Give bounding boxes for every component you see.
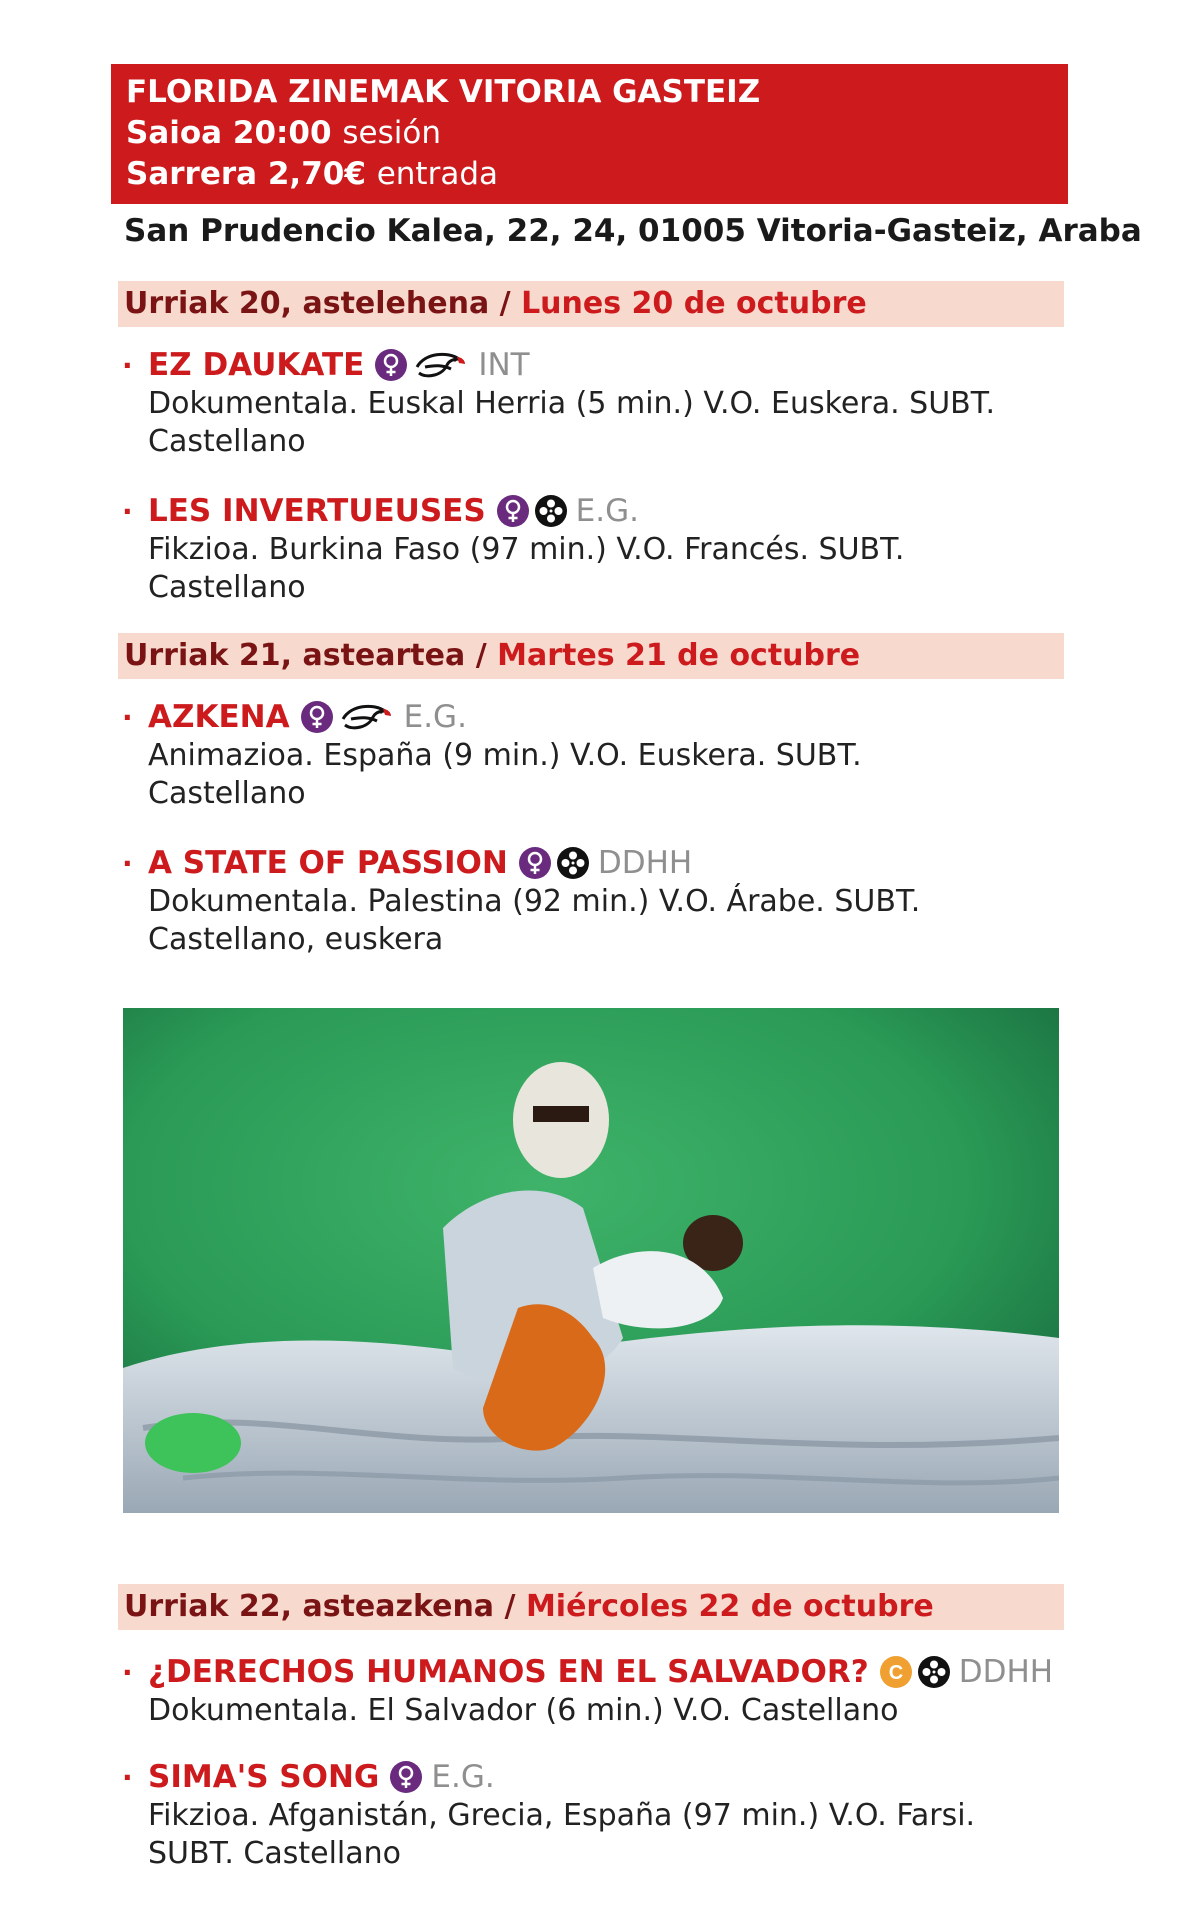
film-description-cont: SUBT. Castellano	[148, 1836, 402, 1871]
venue-header	[111, 64, 1068, 204]
female-icon	[519, 847, 551, 879]
entry-word: entrada	[376, 156, 498, 192]
day-label-eu: Urriak 20, astelehena	[124, 286, 490, 321]
session-word: sesión	[342, 115, 441, 151]
female-icon	[497, 495, 529, 527]
day-label-es: Martes 21 de octubre	[497, 638, 861, 673]
film-still-photo	[123, 1008, 1059, 1513]
day-label-es: Miércoles 22 de octubre	[525, 1589, 934, 1624]
film-description: Animazioa. España (9 min.) V.O. Euskera. SUBT.	[148, 738, 862, 773]
venue-title: FLORIDA ZINEMAK VITORIA GASTEIZ	[126, 74, 761, 110]
bullet: ·	[122, 348, 133, 382]
film-category: DDHH	[597, 845, 693, 881]
film-description-cont: Castellano	[148, 424, 306, 459]
entry-price	[126, 154, 1068, 195]
venue-address: San Prudencio Kalea, 22, 24, 01005 Vitoria-Gasteiz, Araba	[124, 213, 1142, 249]
day-separator: /	[504, 1589, 516, 1624]
day-header	[118, 633, 1064, 679]
entry-label: Sarrera 2,70€	[126, 156, 366, 192]
film-title[interactable]: ¿DERECHOS HUMANOS EN EL SALVADOR?	[148, 1654, 869, 1690]
film-entry[interactable]	[122, 491, 1062, 607]
film-category: E.G.	[575, 493, 639, 529]
day-separator: /	[499, 286, 511, 321]
film-reel-icon	[535, 495, 567, 527]
film-title[interactable]: SIMA'S SONG	[148, 1759, 380, 1795]
film-entry[interactable]	[122, 1652, 1062, 1730]
svg-text:C: C	[888, 1662, 903, 1684]
film-category: E.G.	[431, 1759, 495, 1795]
session-label: Saioa 20:00	[126, 115, 332, 151]
session-time	[126, 113, 1068, 154]
bullet: ·	[122, 846, 133, 880]
female-icon	[301, 701, 333, 733]
film-reel-icon	[918, 1656, 950, 1688]
film-title[interactable]: AZKENA	[148, 699, 290, 735]
female-icon	[390, 1761, 422, 1793]
day-separator: /	[475, 638, 487, 673]
film-description-cont: Castellano, euskera	[148, 922, 444, 957]
film-description-cont: Castellano	[148, 776, 306, 811]
bullet: ·	[122, 1655, 133, 1689]
bird-icon	[339, 701, 395, 733]
film-entry[interactable]	[122, 1757, 1062, 1873]
film-category: INT	[478, 347, 530, 383]
bullet: ·	[122, 1760, 133, 1794]
day-header	[118, 281, 1064, 327]
film-reel-icon	[557, 847, 589, 879]
film-description: Fikzioa. Burkina Faso (97 min.) V.O. Francés. SUBT.	[148, 532, 905, 567]
day-label-es: Lunes 20 de octubre	[521, 286, 867, 321]
day-header	[118, 1584, 1064, 1630]
film-description-cont: Castellano	[148, 570, 306, 605]
film-description: Dokumentala. Euskal Herria (5 min.) V.O. Euskera. SUBT.	[148, 386, 996, 421]
film-category: DDHH	[958, 1654, 1054, 1690]
film-category: E.G.	[403, 699, 467, 735]
c-badge-icon	[880, 1656, 912, 1688]
bird-icon	[413, 349, 469, 381]
film-entry[interactable]	[122, 843, 1062, 959]
film-description: Fikzioa. Afganistán, Grecia, España (97 min.) V.O. Farsi.	[148, 1798, 976, 1833]
film-title[interactable]: A STATE OF PASSION	[148, 845, 508, 881]
film-title[interactable]: LES INVERTUEUSES	[148, 493, 486, 529]
film-description: Dokumentala. El Salvador (6 min.) V.O. Castellano	[148, 1693, 899, 1728]
film-description: Dokumentala. Palestina (92 min.) V.O. Árabe. SUBT.	[148, 884, 921, 919]
female-icon	[375, 349, 407, 381]
film-entry[interactable]	[122, 697, 1062, 813]
film-entry[interactable]	[122, 345, 1062, 461]
bullet: ·	[122, 494, 133, 528]
day-label-eu: Urriak 22, asteazkena	[124, 1589, 495, 1624]
bullet: ·	[122, 700, 133, 734]
day-label-eu: Urriak 21, asteartea	[124, 638, 466, 673]
film-title[interactable]: EZ DAUKATE	[148, 347, 365, 383]
